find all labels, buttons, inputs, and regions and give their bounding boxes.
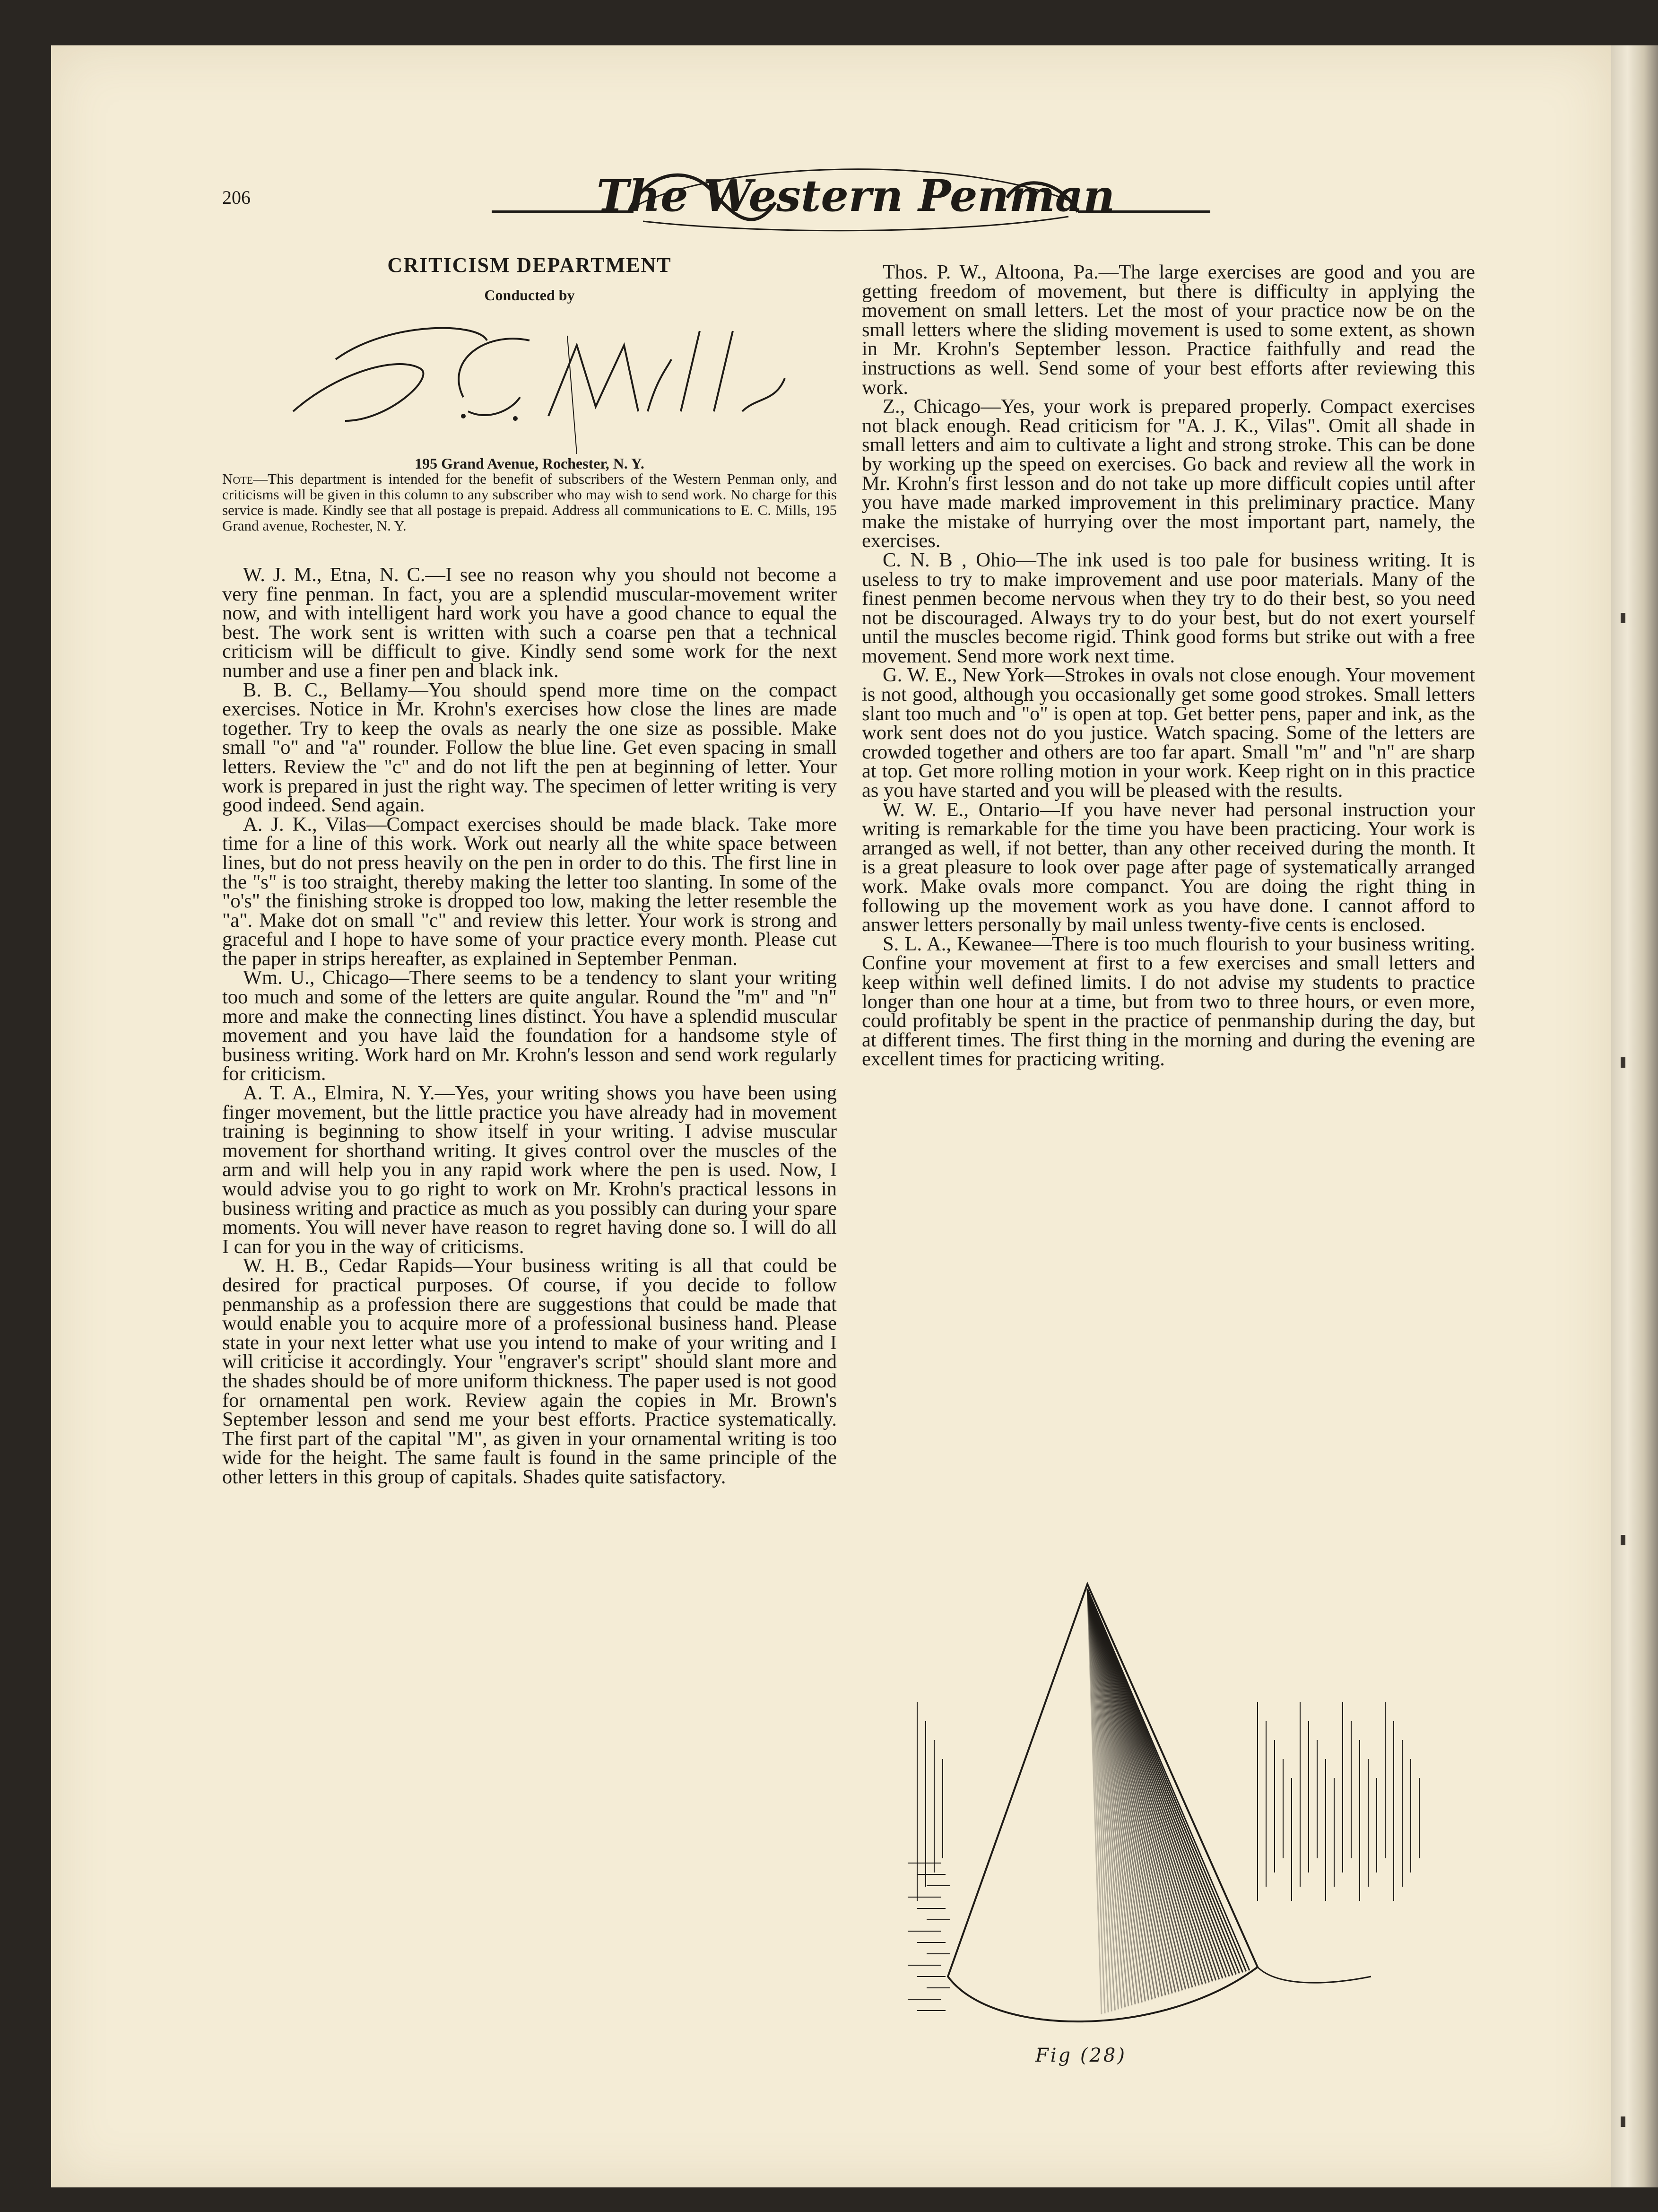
note-body: —This department is intended for the benefit of subscribers of the Western Penman only, and criticisms will be given in this column to any subscriber who may wish to send work. No charge for this service is made. Kindly see that all postage is prepaid. Address all communications to E. C. Mills, 195 Grand avenue, Rochester, N. Y.	[222, 470, 837, 534]
note-lead: Note	[222, 470, 253, 487]
cone-illustration	[898, 1560, 1447, 2033]
criticism-entry: Thos. P. W., Altoona, Pa.—The large exercises are good and you are getting freedom of movement, but there is difficulty in applying the movement on small letters. Let the most of your practice now be on the small letters where the sliding movement is used to some extent, as shown in Mr. Krohn's September lesson. Practice faithfully and read the instructions as well. Send some of your best efforts after reviewing this work.	[862, 261, 1475, 399]
criticism-entry: Z., Chicago—Yes, your work is prepared properly. Compact exercises not black enough. Read criticism for "A. J. K., Vilas". Omit all shade in small letters and aim to cultivate a light and strong stroke. This can be done by working up the speed on exercises. Go back and review all the work in Mr. Krohn's first lesson and do not take up more difficult copies until after you have made marked improvement in this preliminary practice. Many make the mistake of hurrying over the most important part, namely, the exercises.	[862, 395, 1475, 552]
right-column	[862, 263, 1475, 1069]
criticism-entry: B. B. C., Bellamy—You should spend more time on the compact exercises. Notice in Mr. Krohn's exercises how close the lines are made together. Try to keep the ovals as nearly the one size as possible. Make small "o" and "a" rounder. Follow the blue line. Get even spacing in small letters. Review the "c" and do not lift the pen at beginning of letter. Your work is prepared in just the right way. The specimen of letter writing is very good indeed. Send again.	[222, 679, 837, 817]
criticism-entry: G. W. E., New York—Strokes in ovals not close enough. Your movement is not good, although you occasionally get some good strokes. Small letters slant too much and "o" is open at top. Get better pens, paper and ink, as the work sent does not do you justice. Watch spacing. Some of the letters are crowded together and others are too far apart. Small "m" and "n" are sharp at top. Get more rolling motion in your work. Keep right on in this practice as you have started and you will be pleased with the results.	[862, 664, 1475, 802]
criticism-entry: Wm. U., Chicago—There seems to be a tendency to slant your writing too much and some of the letters are quite angular. Round the "m" and "n" more and make the connecting lines distinct. You have a splendid muscular movement and you have laid the foundation for a handsome style of business writing. Work hard on Mr. Krohn's lesson and send work regularly for criticism.	[222, 967, 837, 1085]
masthead-logo-text: The Western Penman	[596, 170, 1115, 221]
criticism-entry: S. L. A., Kewanee—There is too much flourish to your business writing. Confine your movement at first to a few exercises and small letters and keep within well defined limits. I do not advise my students to practice longer than one hour at a time, but from two to three hours, or even more, could profitably be spent in the practice of penmanship during the day, but at different times. The first thing in the morning and during the evening are excellent times for practicing writing.	[862, 932, 1475, 1071]
department-note	[222, 471, 837, 533]
criticism-entry: W. J. M., Etna, N. C.—I see no reason why you should not become a very fine penman. In fact, you are a splendid muscular-movement writer now, and with intelligent hard work you have a good chance to equal the best. The work sent is written with such a coarse pen that a technical criticism will be difficult to give. Kindly send some work for the next number and use a finer pen and black ink.	[222, 564, 837, 682]
page-number: 206	[222, 187, 251, 208]
criticism-entry: C. N. B , Ohio—The ink used is too pale for business writing. It is useless to try to make improvement and use poor materials. Many of the finest penmen become nervous when they try to do their best, so you need not be discouraged. Always try to do your best, but do not exert yourself until the muscles become rigid. Think good forms but strike out with a free movement. Send more work next time.	[862, 549, 1475, 667]
department-title: CRITICISM DEPARTMENT	[387, 253, 672, 277]
criticism-entry: A. T. A., Elmira, N. Y.—Yes, your writing shows you have been using finger movement, but the little practice you have already had in movement training is beginning to show itself in your writing. I advise muscular movement for shorthand writing. It gives control over the muscles of the arm and will help you in any rapid work where the pen is used. Now, I would advise you to go right to work on Mr. Krohn's practical lessons in business writing and practice as much as you possibly can during your spare moments. You will never have reason to regret having done so. I will do all I can for you in the way of criticisms.	[222, 1082, 837, 1258]
criticism-entry: W. W. E., Ontario—If you have never had personal instruction your writing is remarkable for the time you have been practicing. Your work is arranged as well, if not better, than any other received during the month. It is a great pleasure to look over page after page of systematically arranged work. Make ovals more companct. You are doing the right thing in following up the movement work as you have done. I cannot afford to answer letters personally by mail unless twenty-five cents is enclosed.	[862, 798, 1475, 936]
criticism-entry: A. J. K., Vilas—Compact exercises should be made black. Take more time for a line of this work. Work out nearly all the white space between lines, but do not press heavily on the pen in order to do this. The first line in the "s" is too straight, thereby making the letter too slanting. In some of the "o's" the finishing stroke is dropped too low, making the letter resemble the "a". Make dot on small "c" and review this letter. Your work is strong and graceful and I hope to have some of your practice every month. Please cut the paper in strips hereafter, as explained in September Penman.	[222, 813, 837, 970]
figure-caption: Fig (28)	[1035, 2045, 1127, 2066]
signature-image	[265, 303, 813, 459]
masthead-logo	[492, 150, 1210, 245]
left-column	[222, 566, 837, 1487]
criticism-entry: W. H. B., Cedar Rapids—Your business writing is all that could be desired for practical purposes. Of course, if you decide to follow penmanship as a profession there are suggestions that could be made that would enable you to acquire more of a professional business hand. Please state in your next letter what use you intend to make of your writing and I will criticise it accordingly. Your "engraver's script" should slant more and the shades should be of more uniform thickness. The paper used is not good for ornamental pen work. Review again the copies in Mr. Brown's September lesson and send me your best efforts. Practice systematically. The first part of the capital "M", as given in your ornamental writing is too wide for the height. The same fault is found in the same principle of the other letters in this group of capitals. Shades quite satisfactory.	[222, 1254, 837, 1488]
adjacent-page-edge	[1611, 45, 1658, 2187]
department-address: 195 Grand Avenue, Rochester, N. Y.	[415, 455, 644, 472]
department-byline: Conducted by	[484, 287, 575, 304]
